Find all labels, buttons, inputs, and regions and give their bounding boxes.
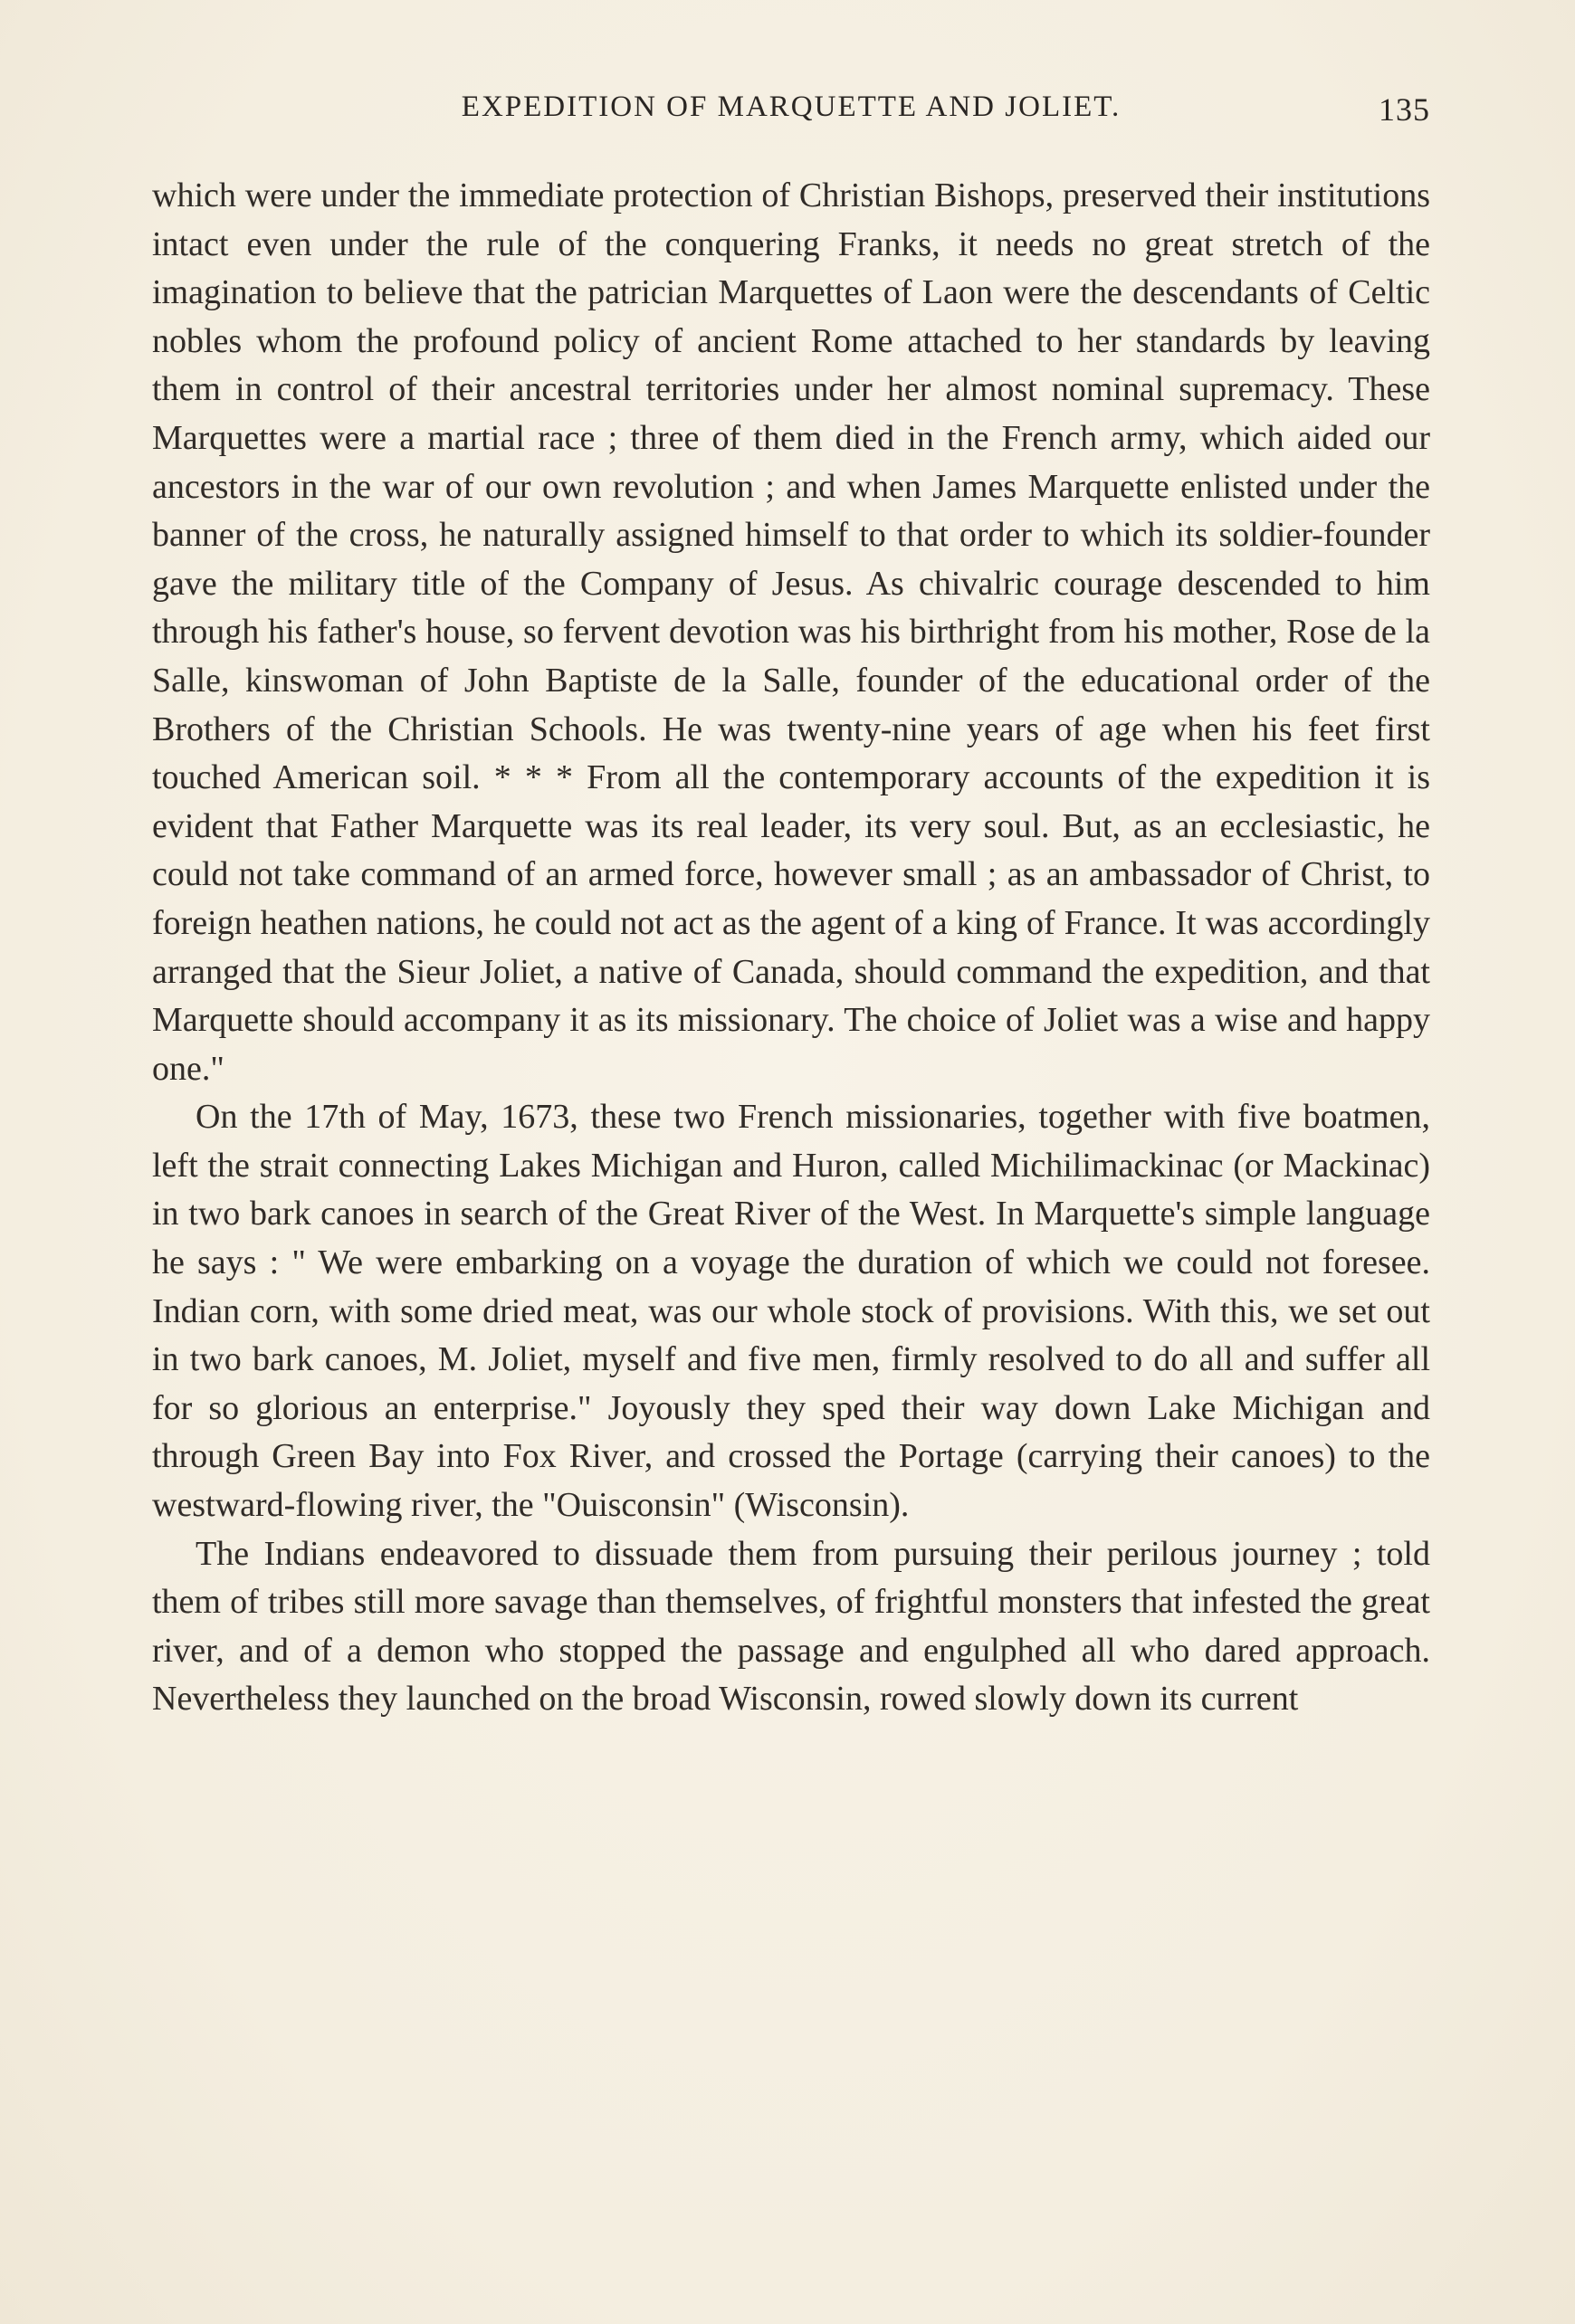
page-number: 135 [1379, 91, 1430, 128]
running-title: EXPEDITION OF MARQUETTE AND JOLIET. [461, 90, 1122, 123]
page-header [152, 90, 1430, 145]
paragraph-continued: which were under the immediate protection of Christian Bishops, preserved their institutions intact even under the rule of the conquering Franks, it needs no great stretch of the imagination to believe that the patrician Marquettes of Laon were the descendants of Celtic nobles whom the profound policy of ancient Rome attached to her standards by leaving them in control of their ancestral territories under her almost nominal supremacy. These Marquettes were a martial race ; three of them died in the French army, which aided our ancestors in the war of our own revolution ; and when James Marquette enlisted under the banner of the cross, he naturally assigned himself to that order to which its soldier-founder gave the military title of the Company of Jesus. As chivalric courage descended to him through his father's house, so fervent devotion was his birthright from his mother, Rose de la Salle, kinswoman of John Baptiste de la Salle, founder of the educational order of the Brothers of the Christian Schools. He was twenty-nine years of age when his feet first touched American soil. * * * From all the contemporary accounts of the expedition it is evident that Father Marquette was its real leader, its very soul. But, as an ecclesiastic, he could not take command of an armed force, however small ; as an ambassador of Christ, to foreign heathen nations, he could not act as the agent of a king of France. It was accordingly arranged that the Sieur Joliet, a native of Canada, should command the expedition, and that Marquette should accompany it as its missionary. The choice of Joliet was a wise and happy one." [152, 176, 1430, 1088]
paragraph-voyage: On the 17th of May, 1673, these two French missionaries, together with five boatmen, left the strait connecting Lakes Michigan and Huron, called Michilimackinac (or Mackinac) in two bark canoes in search of the Great River of the West. In Marquette's simple language he says : " We were embarking on a voyage the duration of which we could not foresee. Indian corn, with some dried meat, was our whole stock of provisions. With this, we set out in two bark canoes, M. Joliet, myself and five men, firmly resolved to do all and suffer all for so glorious an enterprise." Joyously they sped their way down Lake Michigan and through Green Bay into Fox River, and crossed the Portage (carrying their canoes) to the westward-flowing river, the "Ouisconsin" (Wisconsin). [152, 1098, 1430, 1525]
body-text [152, 172, 1430, 1724]
paragraph-indians: The Indians endeavored to dissuade them from pursuing their perilous journey ; told them of tribes still more savage than themselves, of frightful monsters that infested the great river, and of a demon who stopped the passage and engulphed all who dared approach. Nevertheless they launched on the broad Wisconsin, rowed slowly down its current [152, 1534, 1430, 1719]
